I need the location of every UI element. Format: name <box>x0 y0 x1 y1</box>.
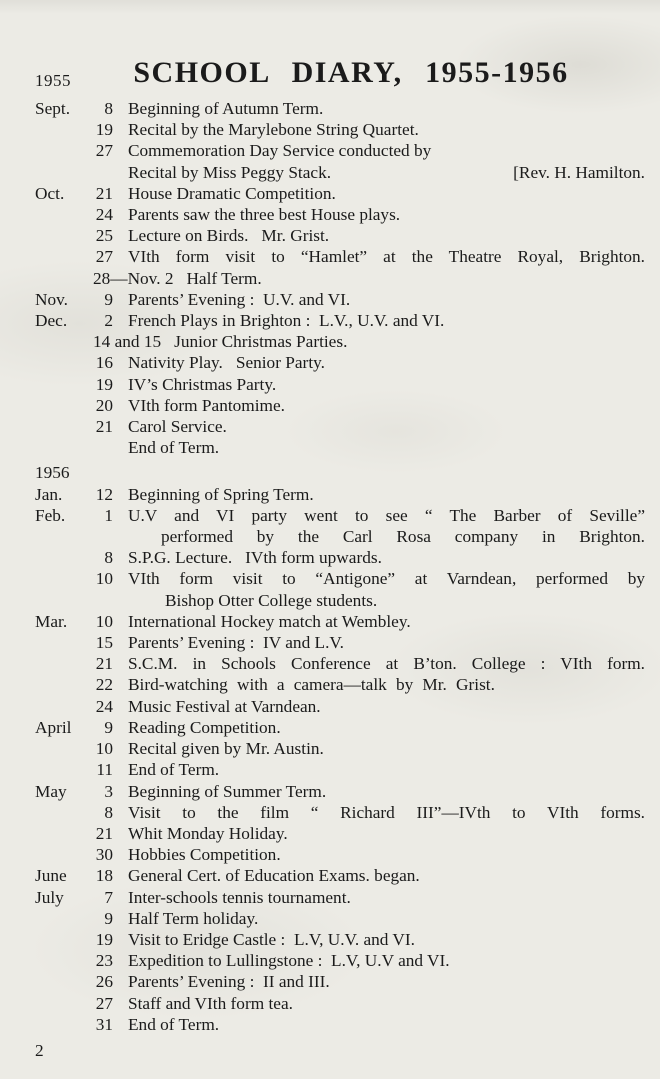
entry-text: Recital given by Mr. Austin. <box>128 739 324 759</box>
entry-text: Music Festival at Varndean. <box>128 696 321 716</box>
month-cell: Nov. <box>35 289 68 309</box>
diary-row <box>35 781 645 802</box>
entry-text: Recital by Miss Peggy Stack. <box>128 162 332 182</box>
day-cell: 19 <box>95 374 113 394</box>
page-number: 2 <box>35 1040 44 1060</box>
entry-text: Whit Monday Holiday. <box>128 823 288 843</box>
day-cell: 24 <box>95 205 113 225</box>
month-cell: Dec. <box>35 311 68 331</box>
day-cell: 10 <box>95 739 113 759</box>
diary-row <box>35 802 645 823</box>
day-cell: 21 <box>95 654 113 674</box>
entry-text: Lecture on Birds. Mr. Grist. <box>128 226 330 246</box>
entry-text: Parents’ Evening : IV and L.V. <box>128 633 344 653</box>
year-label-1955: 1955 <box>35 71 71 90</box>
day-cell: 25 <box>95 226 113 246</box>
diary-row <box>35 738 645 759</box>
entry-text: 14 and 15 Junior Christmas Parties. <box>93 332 348 352</box>
day-cell: 10 <box>95 569 113 589</box>
day-cell: 31 <box>95 1014 113 1034</box>
diary-row <box>35 950 645 971</box>
entry-text: House Dramatic Competition. <box>128 183 336 203</box>
month-cell: July <box>35 887 64 907</box>
diary-row <box>35 484 645 505</box>
entry-text: IV’s Christmas Party. <box>128 374 277 394</box>
diary-row <box>35 568 645 589</box>
entry-text: VIth form visit to “Hamlet” at the Theatre Royal, Brighton. <box>128 247 645 267</box>
diary-row <box>35 674 645 695</box>
day-cell: 9 <box>104 908 113 928</box>
day-cell: 11 <box>96 760 113 780</box>
diary-row <box>35 162 645 183</box>
entry-text: Reading Competition. <box>128 717 281 737</box>
entry-text: End of Term. <box>128 438 220 458</box>
day-cell: 26 <box>95 972 113 992</box>
diary-row <box>35 993 645 1014</box>
day-cell: 30 <box>95 845 113 865</box>
day-cell: 27 <box>95 993 113 1013</box>
entry-text: Hobbies Competition. <box>128 845 281 865</box>
day-cell: 7 <box>104 887 113 907</box>
day-cell: 21 <box>95 417 113 437</box>
day-cell: 24 <box>95 696 113 716</box>
diary-row <box>35 183 645 204</box>
day-cell: 22 <box>95 675 113 695</box>
diary-row <box>35 590 645 611</box>
entry-text: Bishop Otter College students. <box>165 590 378 610</box>
diary-row <box>35 98 645 119</box>
entry-text: Parents’ Evening : U.V. and VI. <box>128 289 351 309</box>
day-cell: 19 <box>95 929 113 949</box>
diary-row <box>35 844 645 865</box>
day-cell: 21 <box>95 183 113 203</box>
diary-row <box>35 1014 645 1035</box>
day-cell: 27 <box>95 247 113 267</box>
day-cell: 2 <box>104 311 113 331</box>
day-cell: 10 <box>95 611 113 631</box>
entry-text: Inter-schools tennis tournament. <box>128 887 351 907</box>
diary-row <box>35 416 645 437</box>
day-cell: 9 <box>104 717 113 737</box>
entry-text: Carol Service. <box>128 417 227 437</box>
day-cell: 21 <box>95 823 113 843</box>
entry-text: VIth form Pantomime. <box>128 395 285 415</box>
entry-text: End of Term. <box>128 760 220 780</box>
year-heading: 1956 <box>35 463 70 483</box>
day-cell: 19 <box>95 120 113 140</box>
day-cell: 20 <box>95 395 113 415</box>
entry-text: U.V and VI party went to see “ The Barber of Seville” <box>128 505 645 525</box>
entry-text: French Plays in Brighton : L.V., U.V. and VI. <box>128 311 445 331</box>
diary-row <box>35 653 645 674</box>
day-cell: 15 <box>95 633 113 653</box>
entry-text: Beginning of Summer Term. <box>128 781 327 801</box>
diary-row <box>35 717 645 738</box>
diary-row <box>35 865 645 886</box>
day-cell: 8 <box>104 802 113 822</box>
entry-text: S.P.G. Lecture. IVth form upwards. <box>128 548 382 568</box>
diary-row <box>35 611 645 632</box>
day-cell: 16 <box>95 353 113 373</box>
month-cell: June <box>35 866 67 886</box>
page-header <box>35 56 645 91</box>
entry-text: Beginning of Autumn Term. <box>128 99 324 118</box>
diary-row <box>35 310 645 331</box>
diary-row <box>35 140 645 161</box>
diary-row <box>35 374 645 395</box>
entry-text: Recital by the Marylebone String Quartet. <box>128 120 419 140</box>
month-cell: Mar. <box>35 611 68 631</box>
diary-row <box>35 971 645 992</box>
month-cell: Jan. <box>35 484 63 504</box>
diary-row <box>35 289 645 310</box>
diary-row <box>35 352 645 373</box>
entry-text: International Hockey match at Wembley. <box>128 611 411 631</box>
diary-row <box>35 505 645 526</box>
entry-text: End of Term. <box>128 1014 220 1034</box>
entry-text: 28—Nov. 2 Half Term. <box>93 268 262 288</box>
day-cell: 9 <box>104 289 113 309</box>
margin-note: [Rev. H. Hamilton. <box>513 162 645 182</box>
day-cell: 12 <box>95 484 113 504</box>
diary-row <box>35 395 645 416</box>
entry-text: Bird-watching with a camera—talk by Mr. Grist. <box>128 675 495 695</box>
day-cell: 23 <box>95 951 113 971</box>
diary-row <box>35 696 645 717</box>
entry-text: Parents saw the three best House plays. <box>128 205 401 225</box>
day-cell: 8 <box>104 548 113 568</box>
month-cell: May <box>35 781 67 801</box>
day-cell: 18 <box>95 866 113 886</box>
day-cell: 27 <box>95 141 113 161</box>
day-cell: 3 <box>104 781 113 801</box>
diary-row <box>35 268 645 289</box>
month-cell: April <box>35 717 72 737</box>
diary-row <box>35 331 645 352</box>
diary-row <box>35 632 645 653</box>
day-cell: 8 <box>104 99 113 118</box>
month-cell: Oct. <box>35 183 65 203</box>
entry-text: Visit to the film “ Richard III”—IVth to VIth forms. <box>128 802 645 822</box>
diary-rows <box>35 98 645 1035</box>
diary-row <box>35 908 645 929</box>
entry-text: Nativity Play. Senior Party. <box>128 353 325 373</box>
diary-row <box>35 225 645 246</box>
month-cell: Feb. <box>35 505 66 525</box>
entry-text: Visit to Eridge Castle : L.V, U.V. and VI. <box>128 929 415 949</box>
page-title: SCHOOL DIARY, 1955-1956 <box>133 56 569 89</box>
entry-text: Expedition to Lullingstone : L.V, U.V and VI. <box>128 951 450 971</box>
month-cell: Sept. <box>35 99 71 118</box>
entry-text: performed by the Carl Rosa company in Brighton. <box>161 527 645 547</box>
diary-row <box>35 929 645 950</box>
entry-text: S.C.M. in Schools Conference at B’ton. College : VIth form. <box>128 654 645 674</box>
diary-row <box>35 823 645 844</box>
entry-text: Parents’ Evening : II and III. <box>128 972 330 992</box>
diary-row <box>35 759 645 780</box>
diary-row <box>35 437 645 458</box>
entry-text: Half Term holiday. <box>128 908 259 928</box>
diary-row <box>35 887 645 908</box>
entry-text: General Cert. of Education Exams. began. <box>128 866 420 886</box>
diary-row <box>35 204 645 225</box>
entry-text: Beginning of Spring Term. <box>128 484 314 504</box>
entry-text: Commemoration Day Service conducted by <box>128 141 432 161</box>
entry-text: Staff and VIth form tea. <box>128 993 293 1013</box>
diary-row <box>35 526 645 547</box>
diary-row <box>35 246 645 267</box>
diary-row <box>35 547 645 568</box>
entry-text: VIth form visit to “Antigone” at Varndean, performed by <box>128 569 645 589</box>
day-cell: 1 <box>104 505 113 525</box>
diary-row <box>35 119 645 140</box>
